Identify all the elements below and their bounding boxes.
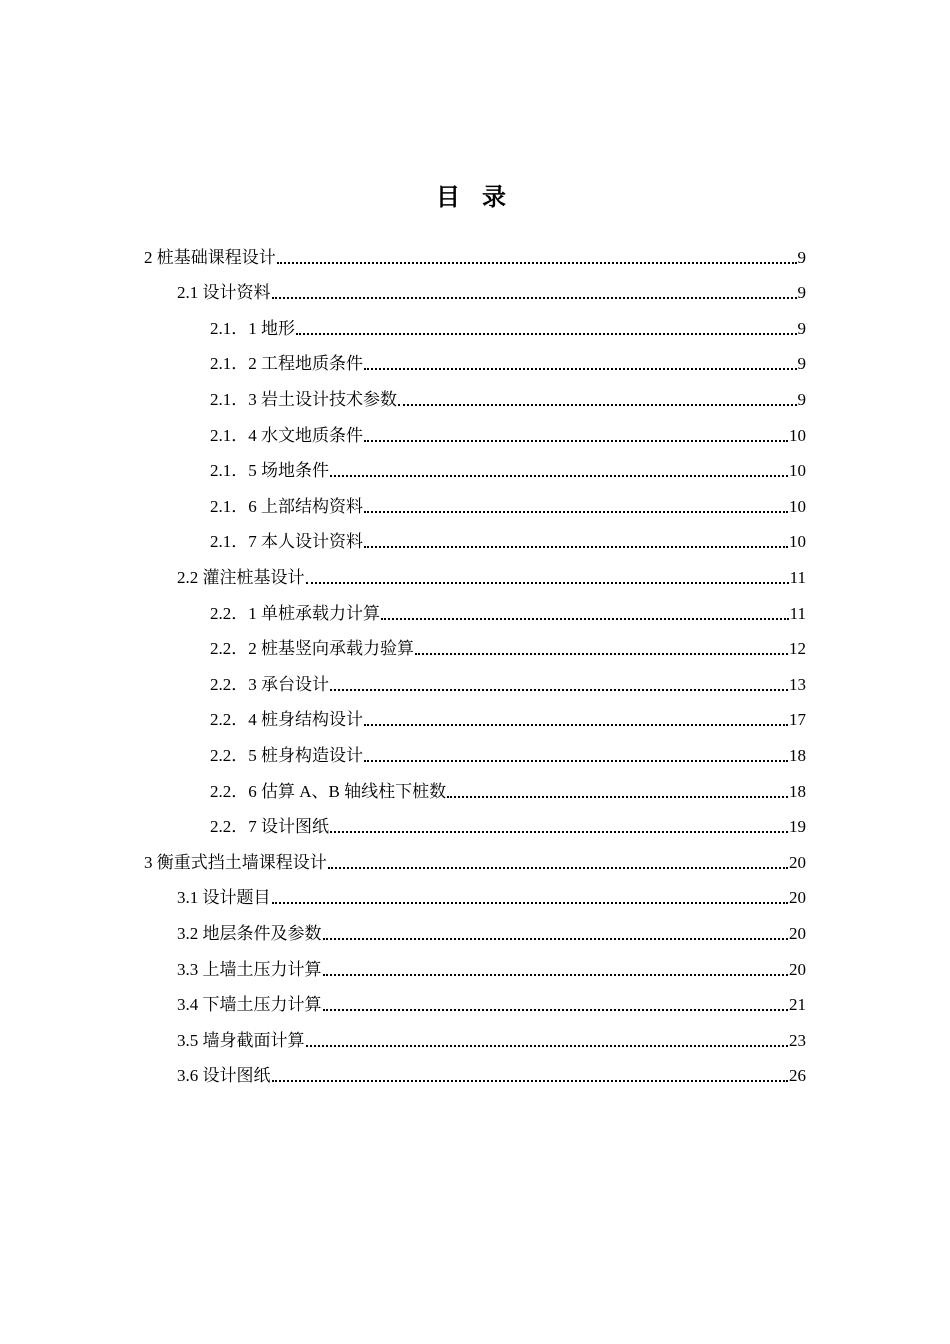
toc-entry[interactable] (177, 1052, 806, 1088)
toc-entry[interactable] (177, 909, 806, 945)
toc-page-number: 20 (789, 959, 806, 979)
dot-leader (296, 333, 797, 335)
dot-leader (330, 475, 788, 477)
toc-entry-label: 3.2 地层条件及参数 (177, 923, 322, 943)
dot-leader (323, 974, 789, 976)
toc-page-number: 18 (789, 781, 806, 801)
toc-page-number: 9 (797, 318, 806, 338)
dot-leader (323, 1009, 789, 1011)
toc-entry[interactable] (210, 375, 806, 411)
toc-entry-label: 3 衡重式挡土墙课程设计 (144, 852, 327, 872)
toc-entry[interactable] (177, 981, 806, 1017)
dot-leader (415, 653, 788, 655)
toc-entry-label: 2.2．6 估算 A、B 轴线柱下桩数 (210, 781, 447, 801)
dot-leader (364, 546, 788, 548)
toc-page-number: 19 (789, 817, 806, 837)
toc-entry[interactable] (210, 304, 806, 340)
toc-entry-label: 2.1．2 工程地质条件 (210, 354, 363, 374)
toc-entry-label: 2.2．1 单桩承载力计算 (210, 603, 380, 623)
toc-entry-label: 3.4 下墙土压力计算 (177, 995, 322, 1015)
toc-entry-label: 3.3 上墙土压力计算 (177, 959, 322, 979)
toc-page-number: 20 (789, 852, 806, 872)
toc-page-number: 9 (797, 354, 806, 374)
toc-page-number: 9 (797, 389, 806, 409)
toc-entry[interactable] (210, 518, 806, 554)
toc-entry[interactable] (210, 625, 806, 661)
toc-entry[interactable] (210, 447, 806, 483)
toc-entry[interactable] (210, 731, 806, 767)
toc-entry[interactable] (210, 660, 806, 696)
toc-page-number: 11 (789, 567, 806, 587)
toc-entry-label: 2.2．4 桩身结构设计 (210, 710, 363, 730)
toc-page-number: 18 (789, 745, 806, 765)
toc-entry-label: 2.1．4 水文地质条件 (210, 425, 363, 445)
toc-entry-label: 2 桩基础课程设计 (144, 247, 276, 267)
dot-leader (272, 297, 797, 299)
toc-page-number: 10 (789, 425, 806, 445)
toc-page-number: 13 (789, 674, 806, 694)
toc-entry-label: 3.5 墙身截面计算 (177, 1030, 305, 1050)
toc-page-number: 12 (789, 639, 806, 659)
toc-page-number: 20 (789, 888, 806, 908)
toc-entry-label: 2.2．3 承台设计 (210, 674, 329, 694)
toc-entry-label: 2.2．7 设计图纸 (210, 817, 329, 837)
dot-leader (381, 618, 789, 620)
toc-entry-label: 2.1 设计资料 (177, 283, 271, 303)
dot-leader (330, 689, 788, 691)
dot-leader (398, 404, 797, 406)
toc-title: 目 录 (436, 185, 514, 211)
toc-entry-label: 2.1．7 本人设计资料 (210, 532, 363, 552)
dot-leader (364, 368, 797, 370)
toc-entry[interactable] (177, 945, 806, 981)
toc-entry[interactable] (177, 1016, 806, 1052)
toc-page-number: 9 (797, 247, 806, 267)
dot-leader (447, 796, 788, 798)
toc-entry-label: 2.1．3 岩土设计技术参数 (210, 389, 397, 409)
toc-entry-label: 2.2．2 桩基竖向承载力验算 (210, 639, 414, 659)
dot-leader (330, 831, 788, 833)
dot-leader (272, 902, 789, 904)
toc-entry-label: 2.2．5 桩身构造设计 (210, 745, 363, 765)
toc-page-number: 10 (789, 532, 806, 552)
dot-leader (277, 262, 797, 264)
toc-entry[interactable] (210, 340, 806, 376)
toc-entry[interactable] (210, 411, 806, 447)
toc-page-number: 26 (789, 1066, 806, 1086)
toc-page-number: 21 (789, 995, 806, 1015)
toc-page-number: 11 (789, 603, 806, 623)
toc-entry-label: 3.1 设计题目 (177, 888, 271, 908)
toc-page-number: 20 (789, 923, 806, 943)
toc-entry[interactable] (144, 838, 806, 874)
toc-entry-label: 2.1．5 场地条件 (210, 461, 329, 481)
toc-entry-label: 2.1．6 上部结构资料 (210, 496, 363, 516)
toc-page-number: 9 (797, 283, 806, 303)
toc-entry[interactable] (177, 553, 806, 589)
toc-entry[interactable] (177, 269, 806, 305)
toc-page-number: 23 (789, 1030, 806, 1050)
dot-leader (364, 511, 788, 513)
toc-entry[interactable] (210, 803, 806, 839)
toc-page-number: 10 (789, 496, 806, 516)
toc-page-number: 10 (789, 461, 806, 481)
toc-entry[interactable] (210, 589, 806, 625)
dot-leader (364, 760, 788, 762)
toc-entry[interactable] (210, 696, 806, 732)
dot-leader (306, 582, 789, 584)
toc-entry[interactable] (144, 233, 806, 269)
toc-entry-label: 2.1．1 地形 (210, 318, 295, 338)
dot-leader (306, 1045, 789, 1047)
dot-leader (323, 938, 789, 940)
toc-entry-label: 3.6 设计图纸 (177, 1066, 271, 1086)
dot-leader (328, 867, 788, 869)
toc-entry-label: 2.2 灌注桩基设计 (177, 567, 305, 587)
dot-leader (364, 440, 788, 442)
dot-leader (364, 724, 788, 726)
toc-entry[interactable] (177, 874, 806, 910)
toc-entry[interactable] (210, 767, 806, 803)
toc-entry[interactable] (210, 482, 806, 518)
dot-leader (272, 1080, 789, 1082)
toc-page-number: 17 (789, 710, 806, 730)
